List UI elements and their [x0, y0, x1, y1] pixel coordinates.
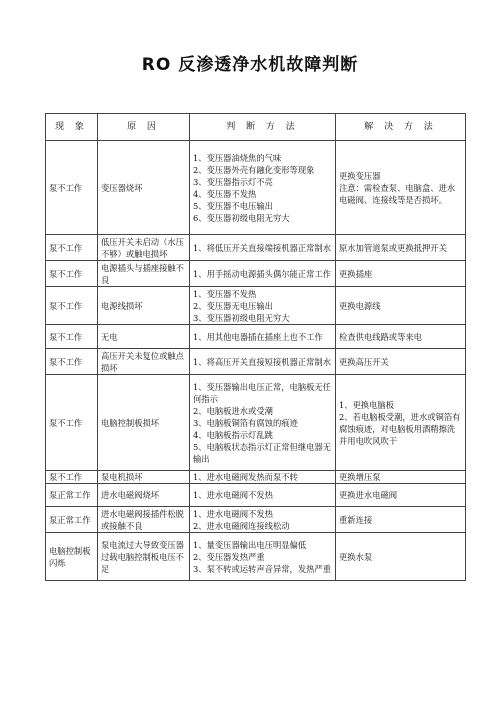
check-cell-line: 1、将高压开关直接短接机器正常制水 [193, 356, 332, 367]
table-row [46, 235, 466, 261]
page-title: RO 反渗透净水机故障判断 [141, 55, 359, 75]
check-cell-line: 6、变压器初级电阻无穷大 [193, 212, 290, 223]
table-row [46, 471, 466, 484]
fix-cell-line: 更换插座 [339, 268, 373, 279]
check-cell-line: 1、量变压器输出电压明显偏低 [193, 539, 307, 550]
header-symptom: 现 象 [46, 114, 98, 141]
check-cell-line: 3、变压器指示灯不亮 [193, 176, 273, 187]
check-cell [190, 375, 336, 471]
check-cell-line: 2、电脑板进水或受潮 [193, 405, 273, 416]
check-cell-line: 1、用手摇动电源插头偶尔能正常工作 [193, 268, 332, 279]
check-cell-line: 1、变压器输出电压正常，电脑板无任何指示 [193, 381, 332, 404]
symptom-cell: 泵不工作 [46, 141, 98, 235]
fix-cell [336, 533, 466, 581]
symptom-cell: 泵不工作 [46, 349, 98, 375]
check-cell [190, 141, 336, 235]
check-cell [190, 484, 336, 507]
check-cell [190, 533, 336, 581]
check-cell-line: 3、泵不转或运转声音异常，发热严重 [193, 563, 332, 574]
check-cell [190, 325, 336, 349]
check-cell-line: 5、电脑板状态指示灯正常但继电器无输出 [193, 441, 332, 464]
cause-cell: 泵电机损坏 [98, 471, 190, 484]
fix-cell [336, 507, 466, 533]
table-row [46, 325, 466, 349]
cause-cell: 电源插头与插座接触不良 [98, 261, 190, 287]
header-fix: 解 决 方 法 [336, 114, 466, 141]
cause-cell: 高压开关未复位或触点损坏 [98, 349, 190, 375]
symptom-cell: 泵不工作 [46, 325, 98, 349]
check-cell-line: 1、进水电磁阀不发热 [193, 508, 273, 519]
cause-cell: 低压开关未启动（水压不够）或触电损坏 [98, 235, 190, 261]
fix-cell [336, 325, 466, 349]
fix-cell-line: 更换进水电磁阀 [339, 490, 398, 500]
check-cell-line: 2、变压器无电压输出 [193, 300, 273, 311]
check-cell-line: 2、变压器发热严重 [193, 551, 265, 562]
cause-cell: 电脑控制板损坏 [98, 375, 190, 471]
check-cell-line: 5、变压器不电压输出 [193, 200, 273, 211]
fix-cell [336, 471, 466, 484]
check-cell [190, 507, 336, 533]
fix-cell [336, 141, 466, 235]
table-row [46, 507, 466, 533]
fix-cell-line: 更换增压泵 [339, 472, 381, 482]
symptom-cell: 泵不工作 [46, 375, 98, 471]
check-cell-line: 1、将低压开关直接端接机器正常制水 [193, 242, 332, 253]
fix-cell-line: 注意：需检查泵、电脑盒、进水电磁阀、连接线等是否损坏。 [339, 182, 456, 205]
cause-cell: 进水电磁阀烧坏 [98, 484, 190, 507]
symptom-cell: 泵正常工作 [46, 484, 98, 507]
symptom-cell: 泵不工作 [46, 287, 98, 325]
check-cell-line: 2、进水电磁阀连接线松动 [193, 520, 290, 531]
cause-cell: 变压器烧坏 [98, 141, 190, 235]
fix-cell [336, 484, 466, 507]
check-cell-line: 3、变压器初级电阻无穷大 [193, 312, 290, 323]
fix-cell [336, 375, 466, 471]
fix-cell-line: 原水加管道泵或更换抵押开关 [339, 242, 447, 253]
fix-cell [336, 349, 466, 375]
check-cell-line: 1、进水电磁阀发热而泵不转 [193, 472, 298, 482]
fix-cell-line: 检查供电线路或等来电 [339, 331, 422, 342]
fix-cell-line: 更换水泵 [339, 551, 373, 562]
check-cell [190, 261, 336, 287]
check-cell [190, 471, 336, 484]
check-cell [190, 235, 336, 261]
fix-cell-line: 更换变压器 [339, 170, 381, 181]
fix-cell [336, 261, 466, 287]
check-cell-line: 1、用其他电器插在插座上也不工作 [193, 331, 323, 342]
symptom-cell: 泵不工作 [46, 471, 98, 484]
cause-cell: 电源线损坏 [98, 287, 190, 325]
check-cell-line: 1、变压器不发热 [193, 288, 257, 299]
cause-cell: 无电 [98, 325, 190, 349]
fix-cell-line: 2、若电脑板受潮，进水或铜箔有腐蚀痕迹，对电脑板用酒精擦洗并用电吹风吹干 [339, 411, 461, 446]
fix-cell [336, 287, 466, 325]
table-row [46, 375, 466, 471]
symptom-cell: 电脑控制板闪烁 [46, 533, 98, 581]
check-cell-line: 4、电脑板指示灯乱跳 [193, 429, 273, 440]
check-cell-line: 2、变压器外壳有融化变形等现象 [193, 164, 315, 175]
header-cause: 原 因 [98, 114, 190, 141]
fix-cell-line: 更换电源线 [339, 300, 381, 311]
table-row [46, 349, 466, 375]
table-header-row [46, 114, 466, 141]
check-cell-line: 1、变压器油烧焦的气味 [193, 152, 282, 163]
fix-cell [336, 235, 466, 261]
table-row [46, 287, 466, 325]
cause-cell: 泵电流过大导致变压器过载电脑控制板电压不足 [98, 533, 190, 581]
symptom-cell: 泵不工作 [46, 235, 98, 261]
symptom-cell: 泵正常工作 [46, 507, 98, 533]
check-cell-line: 1、进水电磁阀不发热 [193, 490, 273, 500]
fix-cell-line: 1、更换电脑板 [339, 399, 395, 410]
table-row [46, 261, 466, 287]
fix-cell-line: 更换高压开关 [339, 356, 389, 367]
check-cell [190, 349, 336, 375]
table-body [46, 141, 466, 581]
cause-cell: 进水电磁阀接插件松脱或接触不良 [98, 507, 190, 533]
symptom-cell: 泵不工作 [46, 261, 98, 287]
fault-table [45, 113, 466, 581]
fix-cell-line: 重新连接 [339, 514, 373, 525]
header-check: 判 断 方 法 [190, 114, 336, 141]
check-cell-line: 3、电脑板铜箔有腐蚀的痕迹 [193, 417, 298, 428]
table-row [46, 484, 466, 507]
table-row [46, 533, 466, 581]
table-row [46, 141, 466, 235]
check-cell [190, 287, 336, 325]
check-cell-line: 4、变压器不发热 [193, 188, 257, 199]
